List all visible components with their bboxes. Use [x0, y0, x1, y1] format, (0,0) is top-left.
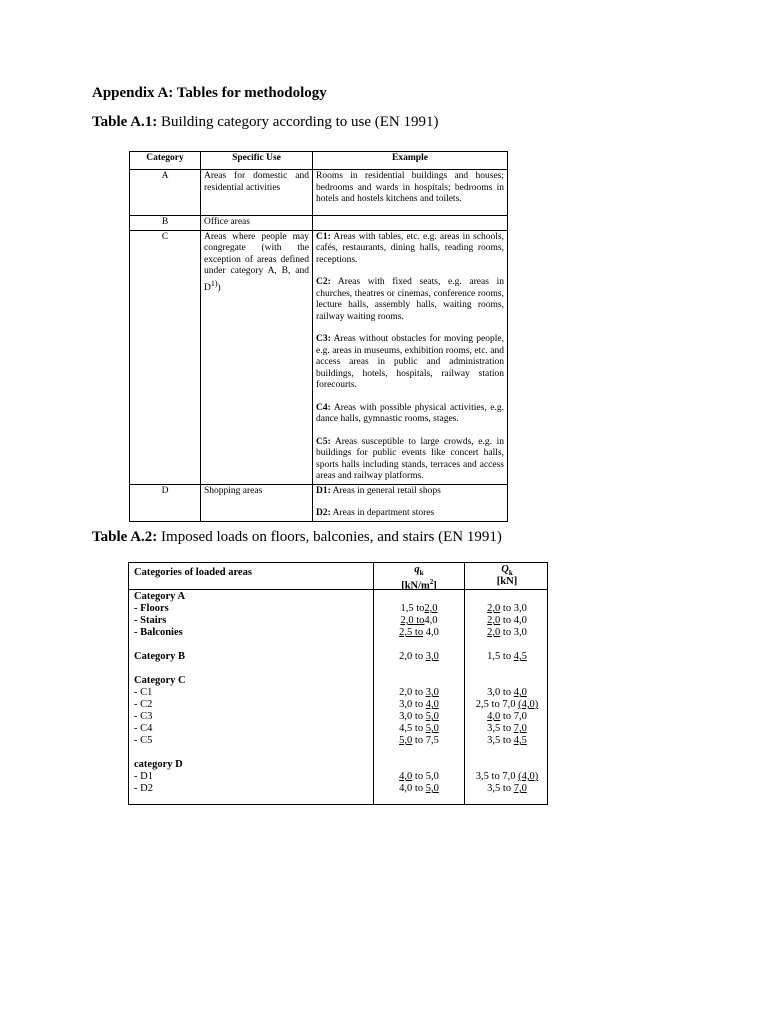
Qk-subscript: k: [508, 569, 513, 578]
category-c-item: - C4: [134, 723, 153, 734]
example-label: D1:: [316, 485, 331, 496]
qk-value-part: 3,0 to: [399, 711, 426, 722]
qk-value: [375, 651, 463, 663]
table-row: [130, 216, 508, 231]
category-c-title: Category C: [134, 675, 186, 686]
specific-use-end: ): [217, 282, 221, 293]
example-label: C4:: [316, 402, 331, 413]
example-label: C3:: [316, 334, 331, 344]
table-a1-caption-label: Table A.1:: [92, 114, 158, 130]
Qk-symbol: Q: [501, 564, 509, 575]
qk-value: [375, 627, 463, 639]
Qk-value: [466, 771, 548, 783]
table-row: [130, 170, 508, 216]
Qk-recommended: 4,0: [513, 687, 527, 698]
example-cell: [313, 484, 508, 521]
Qk-value: [466, 783, 548, 795]
Qk-recommended: 2,0: [487, 603, 501, 614]
Qk-recommended: 4,5: [513, 735, 527, 746]
qk-value-part: to 5,0: [412, 771, 439, 782]
qk-recommended: 3,0: [425, 687, 439, 698]
qk-recommended: 3,0: [425, 651, 439, 662]
category-cell: D: [130, 484, 201, 521]
Qk-value: [466, 723, 548, 735]
qk-recommended: 5,0: [425, 783, 439, 794]
qk-value-part: 4,0: [423, 627, 439, 638]
qk-value: [375, 603, 463, 615]
example-text: Areas in general retail shops: [330, 485, 441, 496]
qk-value-part: 2,0 to: [399, 651, 426, 662]
example-item: [316, 437, 504, 483]
category-c-item: - C3: [134, 711, 153, 722]
Qk-value: [466, 603, 548, 615]
category-c-item: - C1: [134, 687, 153, 698]
Qk-recommended: 2,0: [487, 627, 501, 638]
qk-value: [375, 699, 463, 711]
header-Qk-symbol: [466, 564, 548, 576]
Qk-value-part: to 3,0: [500, 627, 527, 638]
Qk-value: [466, 735, 548, 747]
qk-value-part: 2,0 to: [399, 687, 426, 698]
category-d-item: - D2: [134, 783, 153, 794]
Qk-value-part: to 3,0: [500, 603, 527, 614]
qk-recommended: 2,0 to: [400, 615, 425, 626]
example-label: C2:: [316, 277, 331, 287]
example-text: Areas susceptible to large crowds, e.g. in buildings for public events like concert halls, sports halls including stands, terraces and access areas and railway platforms.: [316, 436, 504, 481]
qk-recommended: 4,0: [399, 771, 413, 782]
example-text: Areas without obstacles for moving people, e.g. areas in museums, exhibition rooms, etc. and access areas in public and administration buildings, hotels, hospitals, railway station forecourts.: [316, 334, 504, 390]
table-header-row: [130, 152, 508, 170]
header-Qk-unit: [kN]: [496, 576, 518, 587]
Qk-value: [466, 651, 548, 663]
example-item: [316, 232, 504, 267]
category-c-item: - C5: [134, 735, 153, 746]
Qk-recommended: 4,5: [513, 651, 527, 662]
qk-recommended: 2,0: [424, 603, 438, 614]
table-a2-caption: [92, 529, 502, 546]
qk-value: [375, 735, 463, 747]
specific-use-cell: Areas for domestic and residential activities: [201, 170, 313, 216]
header-qk: [375, 564, 463, 592]
header-qk-unit: [375, 576, 463, 592]
category-cell: A: [130, 170, 201, 216]
category-d-title: category D: [134, 759, 183, 770]
table-a2-caption-text: Imposed loads on floors, balconies, and stairs (EN 1991): [157, 529, 502, 545]
example-cell: [313, 216, 508, 231]
qk-value-part: 3,0 to: [399, 699, 426, 710]
example-label: D2:: [316, 508, 331, 518]
Qk-value-part: 3,5 to: [487, 735, 514, 746]
column-divider: [464, 563, 465, 804]
qk-column: [375, 591, 463, 795]
Qk-value-part: to 7,0: [500, 711, 527, 722]
Qk-value-part: 2,5 to 7,0: [475, 699, 519, 710]
category-cell: C: [130, 230, 201, 484]
specific-use-text: Areas where people may congregate (with the exception of areas defined under category A, B, and D: [204, 231, 309, 293]
Qk-value-part: 3,5 to 7,0: [475, 771, 519, 782]
qk-value-part: 4,0: [424, 615, 438, 626]
Qk-value: [466, 615, 548, 627]
column-divider: [373, 563, 374, 804]
category-a-item: - Balconies: [134, 627, 183, 638]
qk-symbol: q: [414, 564, 420, 575]
table-a1-caption-text: Building category according to use (EN 1991): [157, 114, 439, 130]
example-item: [316, 277, 504, 323]
page-heading: Appendix A: Tables for methodology: [92, 85, 327, 101]
qk-unit-superscript: 2: [429, 578, 434, 586]
example-item: [316, 403, 504, 426]
example-text: Areas with fixed seats, e.g. areas in churches, theatres or cinemas, conference rooms, lecture halls, assembly halls, waiting rooms, railway waiting rooms.: [316, 277, 504, 322]
qk-value: [375, 783, 463, 795]
category-d-item: - D1: [134, 771, 153, 782]
qk-value-part: 4,0 to: [399, 783, 426, 794]
header-Qk: [466, 564, 548, 588]
qk-recommended: 2,5 to: [399, 627, 424, 638]
qk-value: [375, 771, 463, 783]
qk-recommended: 5,0: [425, 723, 439, 734]
category-a-item: - Stairs: [134, 615, 167, 626]
qk-recommended: 5,0: [425, 711, 439, 722]
specific-use-cell: Office areas: [201, 216, 313, 231]
example-item: [316, 334, 504, 392]
table-a1-caption: [92, 114, 438, 131]
Qk-value-part: 3,0 to: [487, 687, 514, 698]
specific-use-cell: Shopping areas: [201, 484, 313, 521]
header-specific-use: Specific Use: [201, 152, 313, 170]
example-item: [316, 486, 504, 498]
Qk-recommended: 7,0: [513, 783, 527, 794]
header-category: Category: [130, 152, 201, 170]
categories-column: [134, 591, 369, 795]
example-cell: Rooms in residential buildings and houses; bedrooms and wards in hospitals; bedrooms in hotels and hostels kitchens and toilets.: [313, 170, 508, 216]
category-a-item: - Floors: [134, 603, 169, 614]
example-text: Areas in department stores: [330, 508, 435, 518]
category-cell: B: [130, 216, 201, 231]
Qk-recommended: 2,0: [487, 615, 501, 626]
qk-subscript: k: [419, 569, 424, 578]
qk-value: [375, 687, 463, 699]
specific-use-cell: [201, 230, 313, 484]
footnote-marker: 1): [210, 278, 218, 288]
Qk-value: [466, 687, 548, 699]
header-divider: [129, 589, 547, 590]
qk-unit-open: [kN/m: [401, 580, 430, 592]
Qk-column: [466, 591, 548, 795]
qk-recommended: 5,0: [399, 735, 413, 746]
Qk-recommended: (4,0): [518, 699, 539, 710]
Qk-recommended: 7,0: [513, 723, 527, 734]
Qk-recommended: (4,0): [518, 771, 539, 782]
header-qk-symbol: [375, 564, 463, 576]
header-example: Example: [313, 152, 508, 170]
qk-value-part: 4,5 to: [399, 723, 426, 734]
category-c-item: - C2: [134, 699, 153, 710]
qk-value: [375, 723, 463, 735]
example-text: Areas with possible physical activities, e.g. dance halls, gymnastic rooms, stages.: [316, 402, 504, 424]
example-label: C5:: [316, 436, 331, 447]
table-row: [130, 230, 508, 484]
Qk-value-part: 3,5 to: [487, 783, 514, 794]
example-text: Areas with tables, etc. e.g. areas in schools, cafés, restaurants, dining halls, reading rooms, receptions.: [316, 231, 504, 265]
imposed-loads-table: [128, 562, 548, 805]
header-categories: Categories of loaded areas: [134, 567, 252, 578]
qk-value: [375, 711, 463, 723]
Qk-value-part: 3,5 to: [487, 723, 514, 734]
example-item: [316, 508, 504, 520]
example-label: C1:: [316, 231, 331, 242]
Qk-recommended: 4,0: [487, 711, 501, 722]
table-row: [130, 484, 508, 521]
Qk-value-part: to 4,0: [500, 615, 527, 626]
Qk-value: [466, 627, 548, 639]
qk-unit-close: ]: [433, 580, 437, 592]
qk-value-part: to 7,5: [412, 735, 439, 746]
Qk-value: [466, 711, 548, 723]
table-a2-caption-label: Table A.2:: [92, 529, 158, 545]
category-b-title: Category B: [134, 651, 186, 662]
qk-value-part: 1,5 to: [400, 603, 425, 614]
example-cell: [313, 230, 508, 484]
Qk-value: [466, 699, 548, 711]
qk-value: [375, 615, 463, 627]
building-category-table: [129, 151, 508, 522]
category-a-title: Category A: [134, 591, 186, 602]
Qk-value-part: 1,5 to: [487, 651, 514, 662]
qk-recommended: 4,0: [425, 699, 439, 710]
